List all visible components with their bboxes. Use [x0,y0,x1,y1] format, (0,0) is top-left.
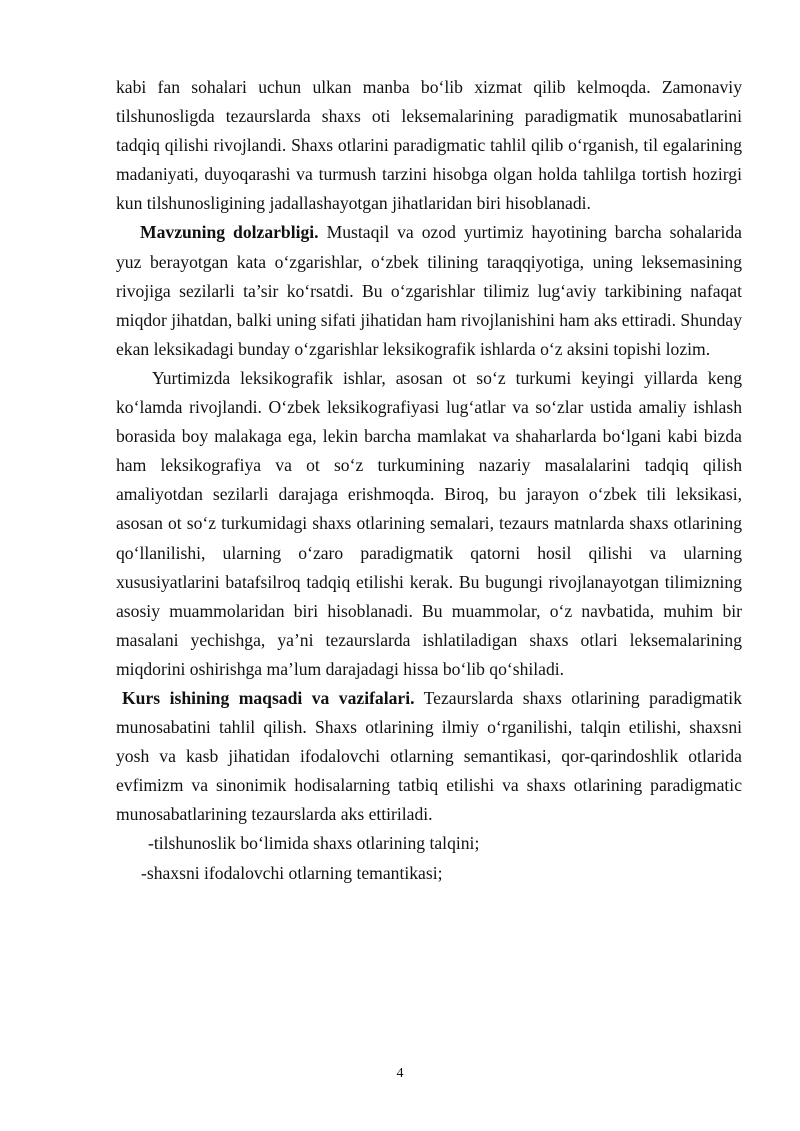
paragraph-relevance [116,218,742,363]
goals-heading: Kurs ishining maqsadi va vazifalari. [122,687,415,708]
paragraph-lexicography: Yurtimizda leksikografik ishlar, asosan ot so‘z turkumi keyingi yillarda keng ko‘lamda rivojlandi. O‘zbek leksikografiyasi lug‘atlar va so‘zlar ustida amaliy ishlash borasida boy malakaga ega, lekin barcha mamlakat va shaharlarda bo‘lgani kabi bizda ham leksikografiya va ot so‘z turkumining nazariy masalalarini tadqiq qilish amaliyotdan sezilarli darajaga erishmoqda. Biroq, bu jarayon o‘zbek tili leksikasi, asosan ot so‘z turkumidagi shaxs otlarining semalari, tezaurs matnlarda shaxs otlarining qo‘llanilishi, ularning o‘zaro paradigmatik qatorni hosil qilishi va ularning xususiyatlarini batafsilroq tadqiq etilishi kerak. Bu bugungi rivojlanayotgan tilimizning asosiy muammolaridan biri hisoblanadi. Bu muammolar, o‘z navbatida, muhim bir masalani yechishga, ya’ni tezaurslarda ishlatiladigan shaxs otlari leksemalarining miqdorini oshirishga ma’lum darajadagi hissa bo‘lib qo‘shiladi. [116,367,742,679]
page-body [116,73,742,888]
relevance-heading: Mavzuning dolzarbligi. [140,222,319,243]
list-item: -tilshunoslik bo‘limida shaxs otlarining talqini; [148,833,480,854]
paragraph-intro-continuation: kabi fan sohalari uchun ulkan manba bo‘lib xizmat qilib kelmoqda. Zamonaviy tilshunosligda tezaurslarda shaxs oti leksemalarining paradigmatik munosabatlarini tadqiq qilishi rivojlandi. Shaxs otlarini paradigmatic tahlil qilib o‘rganish, til egalarining madaniyati, duyoqarashi va turmush tarzini hisobga olgan holda tahlilga tortish hozirgi kun tilshunosligining jadallashayotgan jihatlaridan biri hisoblanadi. [116,77,742,214]
relevance-body: Mustaqil va ozod yurtimiz hayotining barcha sohalarida yuz berayotgan kata o‘zgarishlar, o‘zbek tilining taraqqiyotiga, uning leksemasining rivojiga sezilarli ta’sir ko‘rsatdi. Bu o‘zgarishlar tilimiz lug‘aviy tarkibining nafaqat miqdor jihatdan, balki uning sifati jihatidan ham rivojlanishini ham aks ettiradi. Shunday ekan leksikadagi bunday o‘zgarishlar leksikografik ishlarda o‘z aksini topishi lozim. [116,222,742,359]
goals-body: Tezaurslarda shaxs otlarining paradigmatik munosabatini tahlil qilish. Shaxs otlarining ilmiy o‘rganilishi, talqin etilishi, shaxsni yosh va kasb jihatidan ifodalovchi otlarning semantikasi, qor-qarindoshlik otlarida evfimizm va sinonimik hodisalarning tatbiq etilishi va shaxs otlarining paradigmatic munosabatlarining tezaurslarda aks ettiriladi. [116,687,742,825]
list-item: -shaxsni ifodalovchi otlarning temantikasi; [141,862,443,883]
paragraph-goals [116,684,742,829]
page-number: 4 [396,1066,404,1081]
